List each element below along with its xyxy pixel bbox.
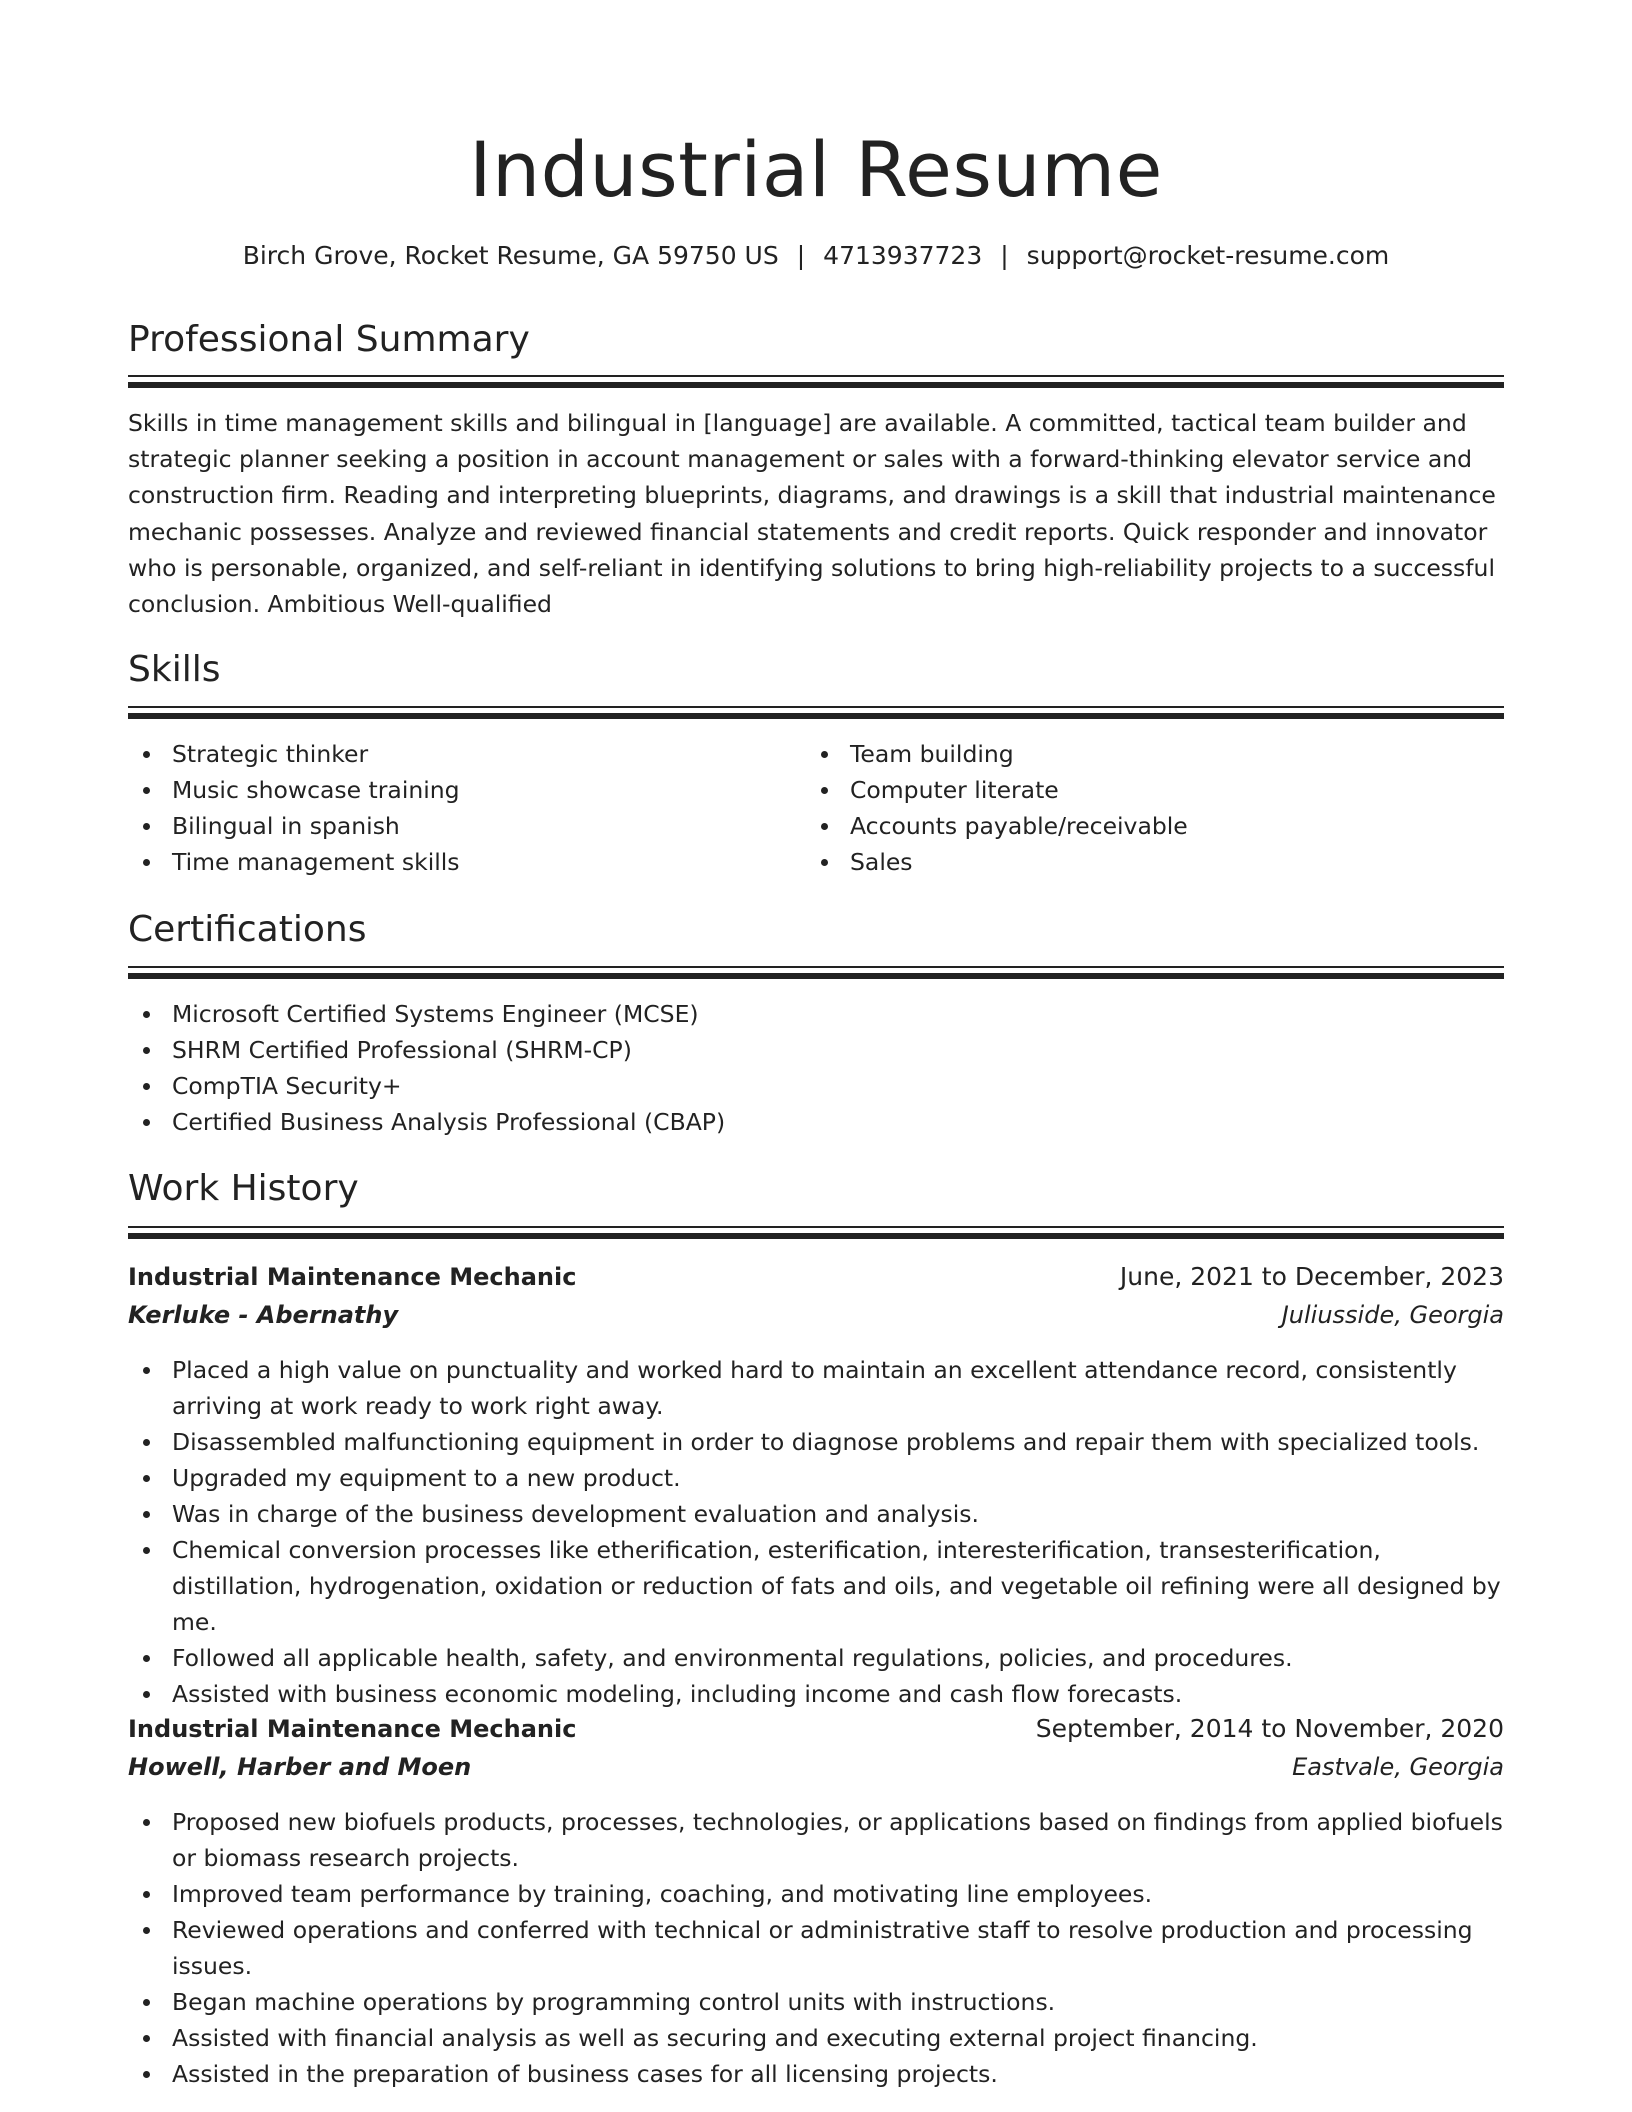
skills-heading: Skills [128, 649, 221, 690]
job-dates: September, 2014 to November, 2020 [1035, 1714, 1504, 1743]
job-header [128, 1711, 1504, 1787]
job-location: Juliusside, Georgia [1281, 1301, 1504, 1329]
work-history-section [128, 1165, 1504, 1213]
job-location: Eastvale, Georgia [1292, 1753, 1504, 1781]
skill-item: Music showcase training [128, 772, 788, 808]
resume-title: Industrial Resume [469, 125, 1163, 214]
skill-item: Time management skills [128, 844, 788, 880]
section-divider [128, 1233, 1504, 1239]
job-bullet: Upgraded my equipment to a new product. [128, 1460, 1504, 1496]
section-divider [128, 713, 1504, 719]
skill-item: Team building [806, 736, 1466, 772]
contact-phone: 4713937723 [823, 241, 983, 270]
certifications-list [128, 996, 1504, 1140]
job-bullet: Improved team performance by training, coaching, and motivating line employees. [128, 1876, 1504, 1912]
contact-email[interactable]: support@rocket-resume.com [1026, 241, 1390, 270]
section-divider [128, 973, 1504, 979]
work-history-heading: Work History [128, 1168, 359, 1209]
contact-separator: | [796, 241, 806, 270]
certifications-section [128, 906, 1504, 954]
summary-text: Skills in time management skills and bilingual in [language] are available. A committed, tactical team builder and strategic planner seeking a position in account management or sales with a forward-thinking elevator service and construction firm. Reading and interpreting blueprints, diagrams, and drawings is a skill that industrial maintenance mechanic possesses. Analyze and reviewed financial statements and credit reports. Quick responder and innovator who is personable, organized, and self-reliant in identifying solutions to bring high-reliability projects to a successful conclusion. Ambitious Well-qualified [128, 409, 1496, 619]
summary-section [128, 316, 1504, 364]
section-divider [128, 382, 1504, 388]
job-bullet: Began machine operations by programming control units with instructions. [128, 1984, 1504, 2020]
job-bullets [128, 1804, 1504, 2092]
job-bullet: Followed all applicable health, safety, and environmental regulations, policies, and procedures. [128, 1640, 1504, 1676]
contact-address: Birch Grove, Rocket Resume, GA 59750 US [242, 241, 779, 270]
skill-item: Sales [806, 844, 1466, 880]
skills-section [128, 646, 1504, 694]
job-company: Howell, Harber and Moen [128, 1753, 472, 1781]
job-bullet: Chemical conversion processes like etherification, esterification, interesterification, transesterification, distillation, hydrogenation, oxidation or reduction of fats and oils, and vegetable oil refining were all designed by me. [128, 1532, 1504, 1640]
job-dates: June, 2021 to December, 2023 [1119, 1262, 1504, 1291]
certification-item: SHRM Certified Professional (SHRM-CP) [128, 1032, 1504, 1068]
job-title: Industrial Maintenance Mechanic [128, 1715, 577, 1743]
certifications-heading: Certifications [128, 909, 367, 950]
job-bullet: Assisted with business economic modeling, including income and cash flow forecasts. [128, 1676, 1504, 1712]
job-bullet: Assisted with financial analysis as well as securing and executing external project financing. [128, 2020, 1504, 2056]
job-bullet: Reviewed operations and conferred with technical or administrative staff to resolve production and processing issues. [128, 1912, 1504, 1984]
skill-item: Strategic thinker [128, 736, 788, 772]
skill-item: Bilingual in spanish [128, 808, 788, 844]
job-header [128, 1259, 1504, 1335]
certification-item: CompTIA Security+ [128, 1068, 1504, 1104]
resume-page [128, 0, 1504, 2112]
job-company: Kerluke - Abernathy [128, 1301, 399, 1329]
job-bullet: Disassembled malfunctioning equipment in order to diagnose problems and repair them with specialized tools. [128, 1424, 1504, 1460]
skills-left-column [128, 736, 788, 880]
job-bullet: Placed a high value on punctuality and worked hard to maintain an excellent attendance record, consistently arriving at work ready to work right away. [128, 1352, 1504, 1424]
skill-item: Computer literate [806, 772, 1466, 808]
job-bullet: Assisted in the preparation of business cases for all licensing projects. [128, 2056, 1504, 2092]
certification-item: Microsoft Certified Systems Engineer (MCSE) [128, 996, 1504, 1032]
contact-line [128, 238, 1504, 274]
section-divider [128, 375, 1504, 377]
job-bullet: Was in charge of the business development evaluation and analysis. [128, 1496, 1504, 1532]
section-divider [128, 706, 1504, 708]
job-title: Industrial Maintenance Mechanic [128, 1263, 577, 1291]
section-divider [128, 966, 1504, 968]
section-divider [128, 1226, 1504, 1228]
summary-heading: Professional Summary [128, 319, 530, 360]
job-bullets [128, 1352, 1504, 1712]
job-bullet: Proposed new biofuels products, processes, technologies, or applications based on findings from applied biofuels or biomass research projects. [128, 1804, 1504, 1876]
skill-item: Accounts payable/receivable [806, 808, 1466, 844]
certification-item: Certified Business Analysis Professional (CBAP) [128, 1104, 1504, 1140]
skills-right-column [806, 736, 1466, 880]
contact-separator: | [1000, 241, 1009, 270]
